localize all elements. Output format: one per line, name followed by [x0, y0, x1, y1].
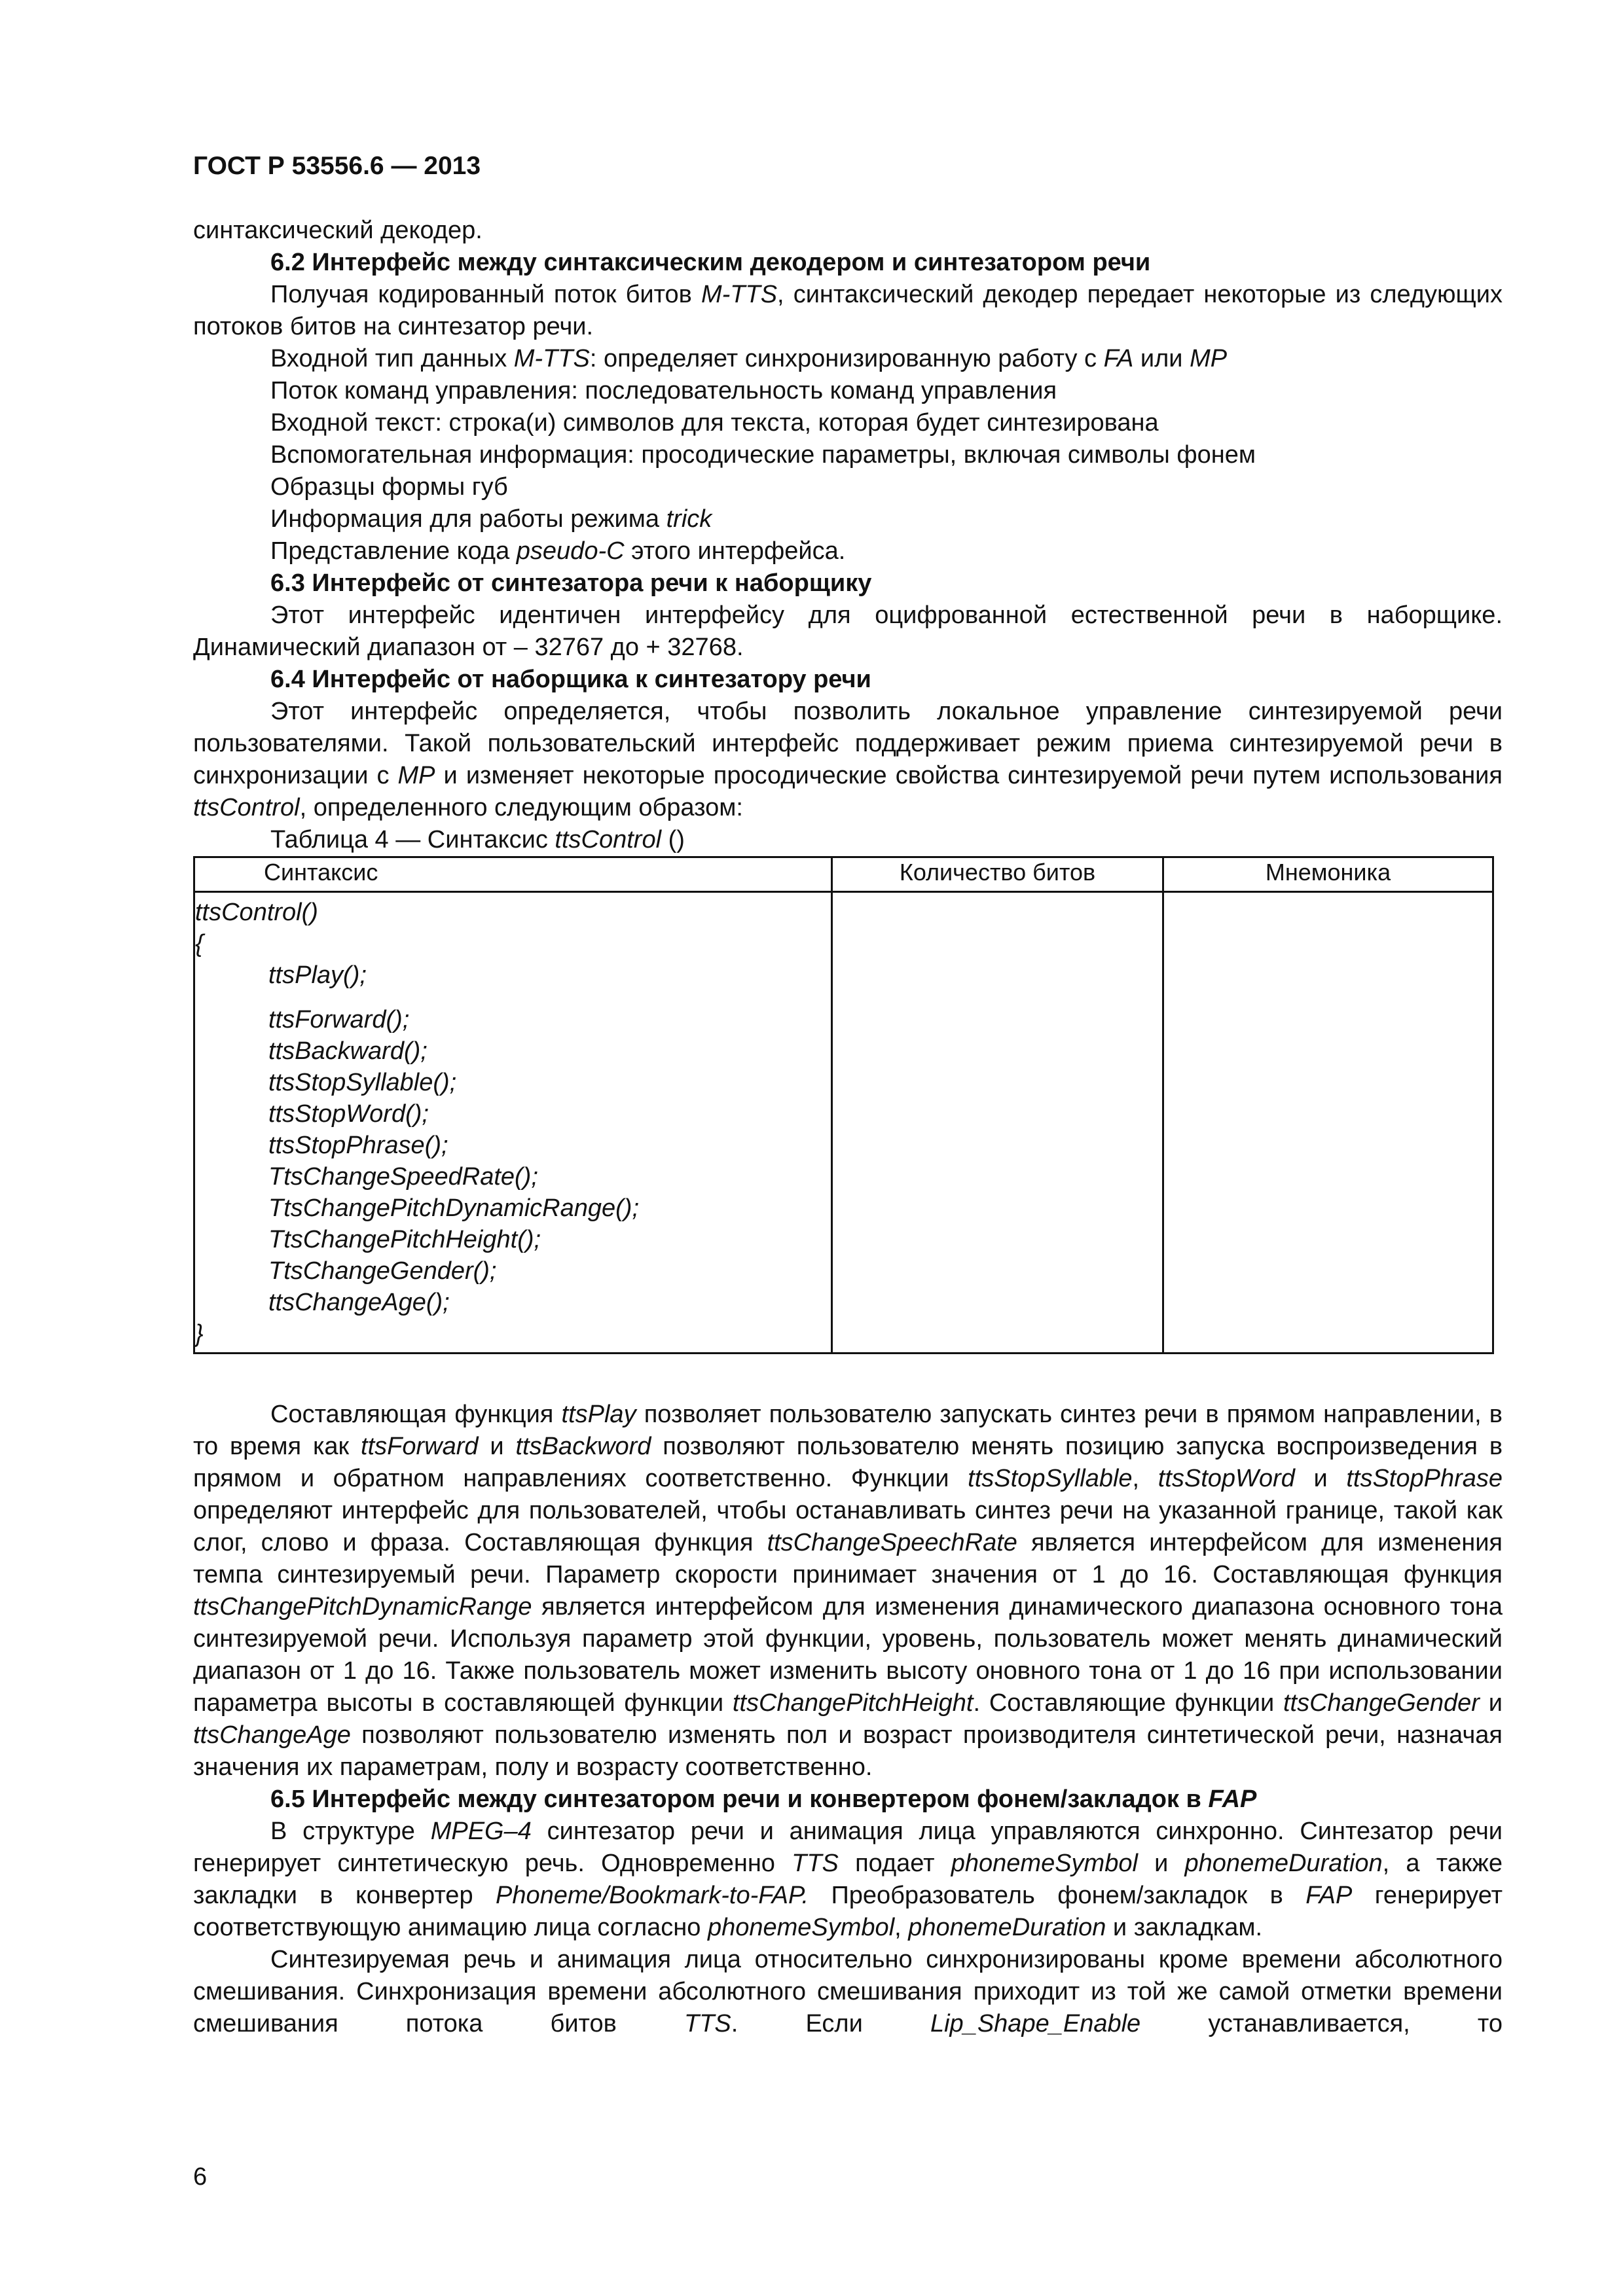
- document-header: ГОСТ Р 53556.6 — 2013: [193, 152, 481, 180]
- list-line: Входной тип данных M-TTS: определяет синхронизированную работу с FA или MP: [270, 345, 1228, 372]
- code-line: TtsChangePitchDynamicRange();: [268, 1194, 640, 1222]
- list-line: Поток команд управления: последовательность команд управления: [270, 377, 1057, 404]
- list-line: Образцы формы губ: [270, 473, 508, 501]
- column-header-bits: Количество битов: [832, 857, 1163, 892]
- code-line: ttsStopPhrase();: [268, 1132, 448, 1159]
- code-line: }: [195, 1320, 204, 1348]
- list-line: Информация для работы режима trick: [270, 505, 712, 533]
- mnemonic-cell: [1163, 892, 1493, 1354]
- section-heading-6-5: 6.5 Интерфейс между синтезатором речи и конвертером фонем/закладок в FAP: [270, 1785, 1257, 1813]
- code-line: TtsChangeGender();: [268, 1257, 497, 1285]
- syntax-table: [193, 856, 1494, 1354]
- section-heading-6-2: 6.2 Интерфейс между синтаксическим декодером и синтезатором речи: [270, 249, 1151, 276]
- paragraph: В структуре MPEG–4 синтезатор речи и анимация лица управляются синхронно. Синтезатор речи генерирует синтетическую речь. Одновременно TTS подает phonemeSymbol и phonemeDuration, а также закладки в конвертер Phoneme/Bookmark-to-FAP. Преобразователь фонем/закладок в FAP генерирует соответствующую анимацию лица согласно phonemeSymbol, phonemeDuration и закладкам.: [193, 1818, 1503, 1941]
- code-line: ttsControl(): [195, 899, 318, 926]
- paragraph: Получая кодированный поток битов M-TTS, синтаксический декодер передает некоторые из следующих потоков битов на синтезатор речи.: [193, 281, 1503, 340]
- table-caption: Таблица 4 — Синтаксис ttsControl (): [270, 826, 685, 853]
- code-line: TtsChangePitchHeight();: [268, 1226, 541, 1253]
- paragraph: Этот интерфейс определяется, чтобы позволить локальное управление синтезируемой речи пользователями. Такой пользовательский интерфейс поддерживает режим приема синтезируемой речи в синхронизации с MP и изменяет некоторые просодические свойства синтезируемой речи путем использования ttsControl, определенного следующим образом:: [193, 698, 1503, 821]
- section-heading-6-3: 6.3 Интерфейс от синтезатора речи к наборщику: [270, 569, 872, 597]
- paragraph: Этот интерфейс идентичен интерфейсу для оцифрованной естественной речи в наборщике. Динамический диапазон от – 32767 до + 32768.: [193, 601, 1503, 661]
- code-line: TtsChangeSpeedRate();: [268, 1163, 538, 1191]
- code-line: ttsChangeAge();: [268, 1289, 450, 1316]
- list-line: Представление кода pseudo-C этого интерфейса.: [270, 537, 846, 565]
- code-line: ttsBackward();: [268, 1037, 428, 1065]
- code-block: [195, 893, 831, 1352]
- paragraph: Синтезируемая речь и анимация лица относительно синхронизированы кроме времени абсолютного смешивания. Синхронизация времени абсолютного смешивания приходит из той же самой отметки времени смешивания потока битов TTS. Если Lip_Shape_Enable устанавливается, то: [193, 1946, 1503, 2037]
- syntax-cell: [194, 892, 832, 1354]
- bits-cell: [832, 892, 1163, 1354]
- code-line: ttsStopWord();: [268, 1100, 429, 1128]
- list-line: Вспомогательная информация: просодические параметры, включая символы фонем: [270, 441, 1256, 469]
- table-row: [194, 892, 1493, 1354]
- paragraph: Составляющая функция ttsPlay позволяет пользователю запускать синтез речи в прямом направлении, в то время как ttsForward и ttsBackword позволяют пользователю менять позицию запуска воспроизведения в прямом и обратном направлениях соответственно. Функции ttsStopSyllable, ttsStopWord и ttsStopPhrase определяют интерфейс для пользователей, чтобы останавливать синтез речи на указанной границе, такой как слог, слово и фраза. Составляющая функция ttsChangeSpeechRate является интерфейсом для изменения темпа синтезируемый речи. Параметр скорости принимает значения от 1 до 16. Составляющая функция ttsChangePitchDynamicRange является интерфейсом для изменения динамического диапазона основного тона синтезируемой речи. Используя параметр этой функции, уровень, пользователь может менять динамический диапазон от 1 до 16. Также пользователь может изменить высоту оновного тона от 1 до 16 при использовании параметра высоты в составляющей функции ttsChangePitchHeight. Составляющие функции ttsChangeGender и ttsChangeAge позволяют пользователю изменять пол и возраст производителя синтетической речи, назначая значения их параметрам, полу и возрасту соответственно.: [193, 1401, 1503, 1781]
- paragraph: синтаксический декодер.: [193, 217, 483, 244]
- table-header-row: [194, 857, 1493, 892]
- section-heading-6-4: 6.4 Интерфейс от наборщика к синтезатору речи: [270, 666, 871, 693]
- list-line: Входной текст: строка(и) символов для текста, которая будет синтезирована: [270, 409, 1159, 437]
- code-line: ttsForward();: [268, 1006, 410, 1033]
- code-line: {: [195, 930, 204, 958]
- column-header-syntax: Синтаксис: [194, 857, 832, 892]
- document-body: [193, 215, 1503, 2040]
- code-line: ttsPlay();: [268, 961, 367, 989]
- page-number: 6: [193, 2163, 208, 2191]
- column-header-mnemonic: Мнемоника: [1163, 857, 1493, 892]
- code-line: ttsStopSyllable();: [268, 1069, 457, 1096]
